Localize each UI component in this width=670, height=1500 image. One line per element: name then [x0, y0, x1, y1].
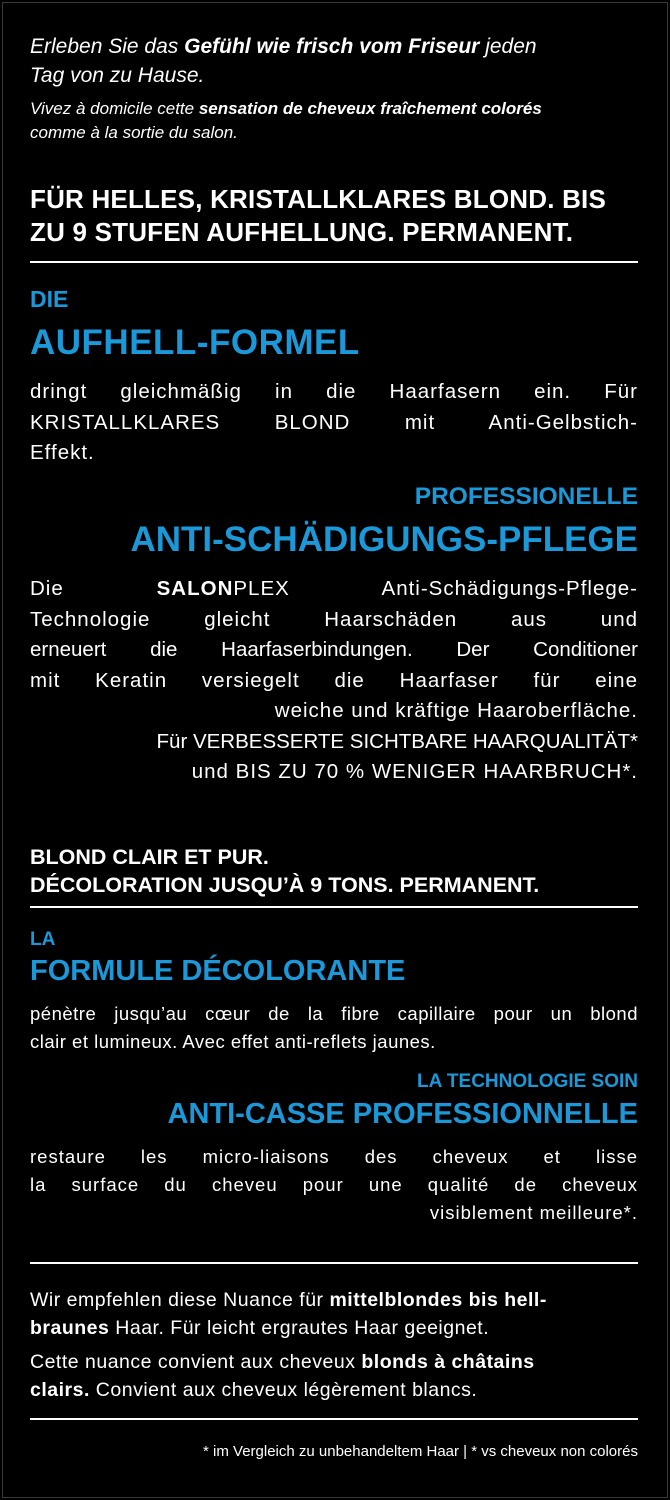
intro-de-highlight: Gefühl wie frisch vom Friseur [184, 35, 480, 58]
fr-care-title: ANTI-CASSE PROFESSIONNELLE [167, 1098, 638, 1130]
fr-formula-title: FORMULE DÉCOLORANTE [30, 955, 406, 987]
divider [30, 261, 638, 263]
divider [30, 906, 638, 908]
fr-headline: BLOND CLAIR ET PUR. DÉCOLORATION JUSQU’À 9 TONS. PERMANENT. [30, 845, 540, 897]
fr-care-text: restaure les micro-liaisons des cheveux et lisse la surface du cheveu pour une qualité de cheveux visiblement meilleure*. [30, 1146, 638, 1223]
de-care-title: ANTI-SCHÄDIGUNGS-PFLEGE [130, 520, 638, 559]
de-care-label: PROFESSIONELLE [414, 483, 638, 510]
intro-fr: Vivez à domicile cette sensation de cheveux fraîchement colorés comme à la sortie du salon. [30, 99, 542, 142]
fr-formula-text: pénètre jusqu’au cœur de la fibre capillaire pour un blond clair et lumineux. Avec effet anti-reflets jaunes. [30, 1003, 638, 1052]
fr-care-label: LA TECHNOLOGIE SOIN [417, 1071, 638, 1092]
de-formula-label: DIE [30, 286, 69, 312]
fr-formula-label: LA [30, 929, 56, 950]
de-formula-text: dringt gleichmäßig in die Haarfasern ein. Für KRISTALLKLARES BLOND mit Anti-Gelbstich- Effekt. [30, 380, 638, 464]
divider [30, 1418, 638, 1420]
de-care-text: Die SALONPLEX Anti-Schädigungs-Pflege- Technologie gleicht Haarschäden aus und erneuert die Haarfaserbindungen. Der Conditioner mit Keratin versiegelt die Haarfaser für eine weiche und kräftige Haaroberfläche. Für VERBESSERTE SICHTBARE HAARQUALITÄT* und BIS ZU 70 % WENIGER HAARBRUCH*. [30, 577, 638, 783]
footnote: * im Vergleich zu unbehandeltem Haar | * vs cheveux non colorés [203, 1443, 638, 1460]
intro-fr-highlight: sensation de cheveux fraîchement colorés [198, 99, 542, 118]
divider [30, 1262, 638, 1264]
recommendation-de: Wir empfehlen diese Nuance für mittelblondes bis hell- braunes Haar. Für leicht ergrautes Haar geeignet. [30, 1289, 547, 1339]
recommendation-fr: Cette nuance convient aux cheveux blonds à châtains clairs. Convient aux cheveux légèrement blancs. [30, 1351, 535, 1401]
de-headline: FÜR HELLES, KRISTALLKLARES BLOND. BIS ZU 9 STUFEN AUFHELLUNG. PERMANENT. [30, 184, 607, 247]
de-formula-title: AUFHELL-FORMEL [30, 323, 360, 362]
salonplex-brand: SALON [156, 577, 234, 600]
intro-de: Erleben Sie das Gefühl wie frisch vom Friseur jeden Tag von zu Hause. [30, 35, 537, 87]
